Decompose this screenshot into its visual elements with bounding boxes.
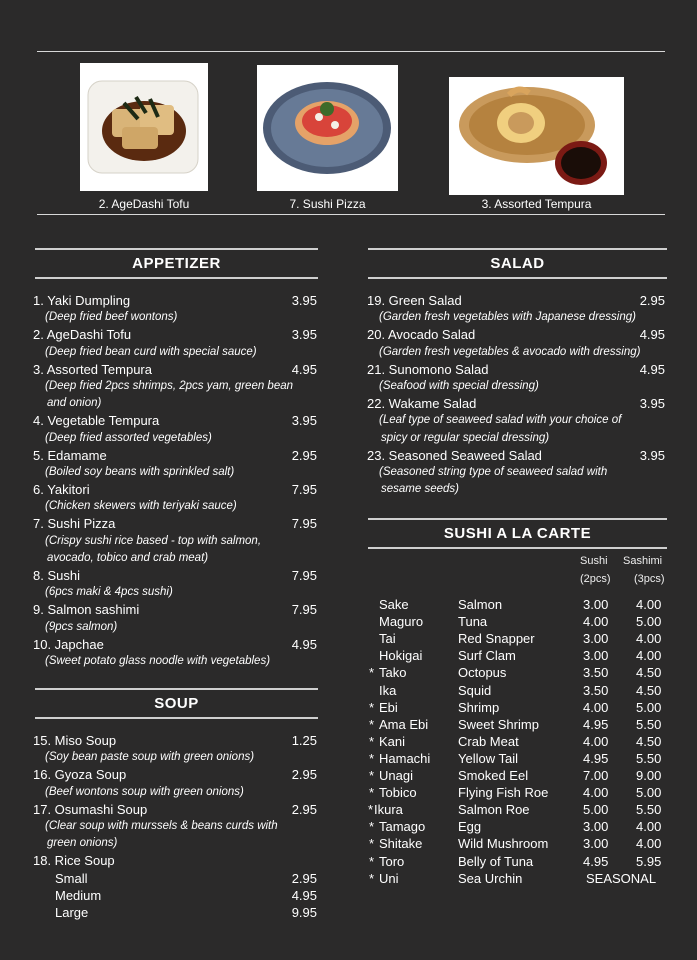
japanese-name: Ikura bbox=[374, 802, 403, 818]
english-name: Belly of Tuna bbox=[458, 853, 534, 869]
sashimi-price: 4.00 bbox=[636, 648, 662, 664]
description-text: (6pcs maki & 4pcs sushi) bbox=[45, 586, 173, 599]
sushi-row bbox=[368, 630, 668, 647]
english-name: Octopus bbox=[458, 665, 507, 681]
item-description bbox=[367, 464, 665, 481]
description-text: (Deep fried beef wontons) bbox=[45, 311, 178, 324]
description-text: (Deep fried assorted vegetables) bbox=[45, 431, 212, 444]
item-price: 3.95 bbox=[639, 396, 665, 412]
menu-item bbox=[33, 447, 317, 464]
sushi-price: 4.00 bbox=[583, 614, 609, 630]
description-text: (Crispy sushi rice based - top with salmon, bbox=[45, 534, 262, 547]
menu-item bbox=[33, 412, 317, 429]
description-text: (Clear soup with murssels & beans curds with bbox=[45, 819, 278, 832]
menu-item bbox=[367, 395, 665, 412]
item-price: 2.95 bbox=[291, 870, 317, 886]
sushi-column-header: Sushi bbox=[580, 555, 608, 567]
description-text: (Chicken skewers with teriyaki sauce) bbox=[45, 500, 237, 513]
japanese-name: Tai bbox=[379, 631, 396, 647]
item-name: 15. Miso Soup bbox=[33, 733, 117, 748]
item-name: 3. Assorted Tempura bbox=[33, 361, 152, 377]
japanese-name: Tamago bbox=[379, 819, 426, 835]
salad-list bbox=[367, 292, 665, 498]
sushi-header bbox=[368, 518, 667, 550]
item-description bbox=[367, 344, 665, 361]
description-text: (Leaf type of seaweed salad with your choice of bbox=[379, 414, 622, 427]
salad-header bbox=[368, 248, 667, 280]
sushi-price: 3.50 bbox=[583, 665, 609, 681]
description-text: (Deep fried bean curd with special sauce) bbox=[45, 345, 257, 358]
recommended-mark: * bbox=[369, 733, 375, 749]
english-name: Tuna bbox=[458, 614, 488, 630]
menu-item bbox=[33, 567, 317, 584]
photo-caption: 2. AgeDashi Tofu bbox=[98, 197, 190, 211]
item-price: 4.95 bbox=[291, 361, 317, 377]
sashimi-price: 5.50 bbox=[636, 716, 662, 732]
japanese-name: Ika bbox=[379, 682, 397, 698]
menu-item bbox=[33, 887, 317, 904]
sushi-row bbox=[368, 853, 668, 870]
sushi-row bbox=[368, 767, 668, 784]
menu-item bbox=[367, 326, 665, 343]
english-name: Squid bbox=[458, 682, 492, 698]
item-name: 16. Gyoza Soup bbox=[33, 767, 127, 783]
sushi-row bbox=[368, 613, 668, 630]
menu-item bbox=[33, 515, 317, 532]
appetizer-header bbox=[35, 248, 318, 280]
sushi-price: 4.00 bbox=[583, 785, 609, 801]
sashimi-price: 4.50 bbox=[636, 733, 662, 749]
item-description bbox=[33, 498, 317, 515]
sushi-row bbox=[368, 596, 668, 613]
item-description bbox=[33, 309, 317, 326]
sashimi-price: 4.00 bbox=[636, 819, 662, 835]
item-description bbox=[33, 784, 317, 801]
description-text: (Seafood with special dressing) bbox=[379, 379, 539, 392]
item-price: 7.95 bbox=[291, 602, 317, 618]
sushi-row bbox=[368, 835, 668, 852]
menu-item bbox=[33, 361, 317, 378]
japanese-name: Uni bbox=[379, 870, 399, 886]
japanese-name: Sake bbox=[379, 597, 409, 612]
english-name: Surf Clam bbox=[458, 648, 516, 664]
english-name: Salmon Roe bbox=[458, 802, 530, 818]
sushi-price: 3.00 bbox=[583, 597, 609, 612]
english-name: Smoked Eel bbox=[458, 768, 529, 783]
photo-divider bbox=[37, 214, 665, 215]
assorted-tempura-photo bbox=[449, 77, 624, 195]
japanese-name: Kani bbox=[379, 733, 406, 749]
sushi-pizza-photo bbox=[257, 65, 398, 191]
item-price: 2.95 bbox=[291, 801, 317, 817]
sashimi-price: 4.00 bbox=[636, 836, 662, 852]
sushi-row bbox=[368, 750, 668, 767]
description-text: (Soy bean paste soup with green onions) bbox=[45, 751, 255, 764]
recommended-mark: * bbox=[369, 699, 375, 715]
item-description bbox=[33, 430, 317, 447]
item-name: 2. AgeDashi Tofu bbox=[33, 327, 132, 343]
sushi-price: 3.00 bbox=[583, 819, 609, 835]
description-text: (Garden fresh vegetables & avocado with dressing) bbox=[379, 345, 641, 358]
sashimi-price: 5.00 bbox=[636, 785, 662, 801]
sushi-row bbox=[368, 682, 668, 699]
sashimi-column-subheader: (3pcs) bbox=[634, 573, 665, 585]
japanese-name: Toro bbox=[379, 853, 405, 869]
description-text: and onion) bbox=[47, 397, 102, 410]
item-name: 9. Salmon sashimi bbox=[33, 602, 140, 618]
description-text: (Sweet potato glass noodle with vegetables) bbox=[45, 654, 271, 667]
section-title: SALAD bbox=[490, 255, 545, 272]
menu-item bbox=[33, 326, 317, 343]
menu-item bbox=[33, 481, 317, 498]
sashimi-price: 5.00 bbox=[636, 699, 662, 715]
sushi-price: 3.00 bbox=[583, 631, 609, 647]
sushi-row bbox=[368, 784, 668, 801]
recommended-mark: * bbox=[369, 750, 375, 766]
description-text: (9pcs salmon) bbox=[45, 620, 118, 633]
menu-item bbox=[33, 766, 317, 783]
english-name: Wild Mushroom bbox=[458, 836, 549, 852]
japanese-name: Tako bbox=[379, 665, 407, 681]
sashimi-price: 5.50 bbox=[636, 750, 662, 766]
item-description bbox=[33, 533, 317, 550]
description-text: (Seasoned string type of seaweed salad with bbox=[379, 465, 608, 478]
item-description bbox=[33, 835, 317, 852]
recommended-mark: * bbox=[368, 802, 374, 818]
item-price: 9.95 bbox=[291, 904, 317, 920]
sushi-price: 3.00 bbox=[583, 836, 609, 852]
item-price: 7.95 bbox=[291, 516, 317, 532]
english-name: Egg bbox=[458, 819, 482, 835]
item-name: Medium bbox=[55, 887, 102, 903]
sushi-price: 7.00 bbox=[583, 768, 609, 783]
item-name: 7. Sushi Pizza bbox=[33, 516, 116, 532]
item-name: Large bbox=[55, 904, 89, 920]
item-name: 23. Seasoned Seaweed Salad bbox=[367, 447, 542, 463]
item-name: 19. Green Salad bbox=[367, 293, 462, 308]
item-description bbox=[367, 378, 665, 395]
description-text: (Boiled soy beans with sprinkled salt) bbox=[45, 465, 235, 478]
item-name: 18. Rice Soup bbox=[33, 853, 115, 869]
sushi-row bbox=[368, 801, 668, 818]
description-text: sesame seeds) bbox=[381, 483, 459, 496]
photo-caption: 3. Assorted Tempura bbox=[481, 197, 592, 211]
item-price: 3.95 bbox=[291, 293, 317, 308]
sushi-price: 3.50 bbox=[583, 682, 609, 698]
item-description bbox=[33, 749, 317, 766]
item-description bbox=[33, 584, 317, 601]
item-name: 17. Osumashi Soup bbox=[33, 801, 148, 817]
description-text: avocado, tobico and crab meat) bbox=[47, 551, 209, 564]
description-text: (Beef wontons soup with green onions) bbox=[45, 785, 244, 798]
item-price: 4.95 bbox=[639, 327, 665, 343]
item-description bbox=[367, 430, 665, 447]
sushi-row bbox=[368, 870, 668, 887]
sushi-row bbox=[368, 647, 668, 664]
description-text: (Deep fried 2pcs shrimps, 2pcs yam, green bean bbox=[45, 379, 294, 392]
menu-item bbox=[33, 852, 317, 869]
sashimi-price: 5.00 bbox=[636, 614, 662, 630]
recommended-mark: * bbox=[369, 768, 375, 783]
japanese-name: Ama Ebi bbox=[379, 716, 429, 732]
menu-item bbox=[367, 447, 665, 464]
item-price: 2.95 bbox=[291, 447, 317, 463]
item-name: 4. Vegetable Tempura bbox=[33, 413, 160, 429]
item-name: 5. Edamame bbox=[33, 447, 107, 463]
section-title: APPETIZER bbox=[132, 255, 221, 272]
english-name: Flying Fish Roe bbox=[458, 785, 549, 801]
item-price: 3.95 bbox=[291, 413, 317, 429]
recommended-mark: * bbox=[369, 853, 375, 869]
english-name: Sweet Shrimp bbox=[458, 716, 539, 732]
item-name: 22. Wakame Salad bbox=[367, 396, 477, 412]
menu-item bbox=[367, 361, 665, 378]
japanese-name: Hokigai bbox=[379, 648, 423, 664]
english-name: Salmon bbox=[458, 597, 503, 612]
description-text: (Garden fresh vegetables with Japanese dressing) bbox=[379, 311, 636, 324]
item-price: 4.95 bbox=[291, 636, 317, 652]
menu-item bbox=[33, 904, 317, 921]
description-text: spicy or regular special dressing) bbox=[381, 431, 550, 444]
sushi-price: 4.95 bbox=[583, 750, 609, 766]
item-name: Small bbox=[55, 870, 88, 886]
item-name: 8. Sushi bbox=[33, 568, 80, 583]
recommended-mark: * bbox=[369, 665, 375, 681]
item-price: 4.95 bbox=[639, 361, 665, 377]
sashimi-price: 9.00 bbox=[636, 768, 662, 783]
sashimi-price: 5.50 bbox=[636, 802, 662, 818]
sushi-price: 4.00 bbox=[583, 699, 609, 715]
sushi-row bbox=[368, 699, 668, 716]
item-description bbox=[33, 550, 317, 567]
item-price: 4.95 bbox=[291, 887, 317, 903]
sushi-row bbox=[368, 818, 668, 835]
sushi-price: 4.95 bbox=[583, 853, 609, 869]
item-description bbox=[367, 481, 665, 498]
japanese-name: Shitake bbox=[379, 836, 423, 852]
japanese-name: Unagi bbox=[379, 768, 413, 783]
item-price: 2.95 bbox=[639, 293, 665, 308]
appetizer-list bbox=[33, 292, 317, 670]
section-title: SOUP bbox=[154, 695, 199, 712]
english-name: Yellow Tail bbox=[458, 750, 518, 766]
item-price: 3.95 bbox=[639, 447, 665, 463]
item-description bbox=[33, 344, 317, 361]
item-description bbox=[33, 464, 317, 481]
sushi-price: 4.00 bbox=[583, 733, 609, 749]
english-name: Crab Meat bbox=[458, 733, 519, 749]
japanese-name: Tobico bbox=[379, 785, 417, 801]
sushi-price: 3.00 bbox=[583, 648, 609, 664]
sushi-row bbox=[368, 733, 668, 750]
item-name: 10. Japchae bbox=[33, 636, 104, 652]
description-text: green onions) bbox=[47, 837, 118, 850]
item-name: 20. Avocado Salad bbox=[367, 327, 476, 343]
menu-item bbox=[33, 732, 317, 749]
soup-header bbox=[35, 688, 318, 720]
english-name: Sea Urchin bbox=[458, 870, 523, 886]
recommended-mark: * bbox=[369, 836, 375, 852]
item-price: 2.95 bbox=[291, 767, 317, 783]
japanese-name: Ebi bbox=[379, 699, 398, 715]
sashimi-price: 4.00 bbox=[636, 631, 662, 647]
sushi-row bbox=[368, 716, 668, 733]
photo-caption: 7. Sushi Pizza bbox=[289, 197, 366, 211]
soup-list bbox=[33, 732, 317, 921]
item-description bbox=[33, 619, 317, 636]
top-divider bbox=[37, 51, 665, 52]
sashimi-price: 5.95 bbox=[636, 853, 662, 869]
item-price: 3.95 bbox=[291, 327, 317, 343]
sashimi-price: 4.50 bbox=[636, 665, 662, 681]
menu-item bbox=[33, 292, 317, 309]
recommended-mark: * bbox=[369, 785, 375, 801]
item-description bbox=[33, 653, 317, 670]
item-price: 7.95 bbox=[291, 482, 317, 498]
item-price: 1.25 bbox=[291, 733, 317, 748]
sashimi-column-header: Sashimi bbox=[623, 555, 663, 567]
japanese-name: Maguro bbox=[379, 614, 424, 630]
menu-item bbox=[33, 801, 317, 818]
recommended-mark: * bbox=[369, 716, 375, 732]
section-title: SUSHI A LA CARTE bbox=[443, 525, 592, 542]
item-description bbox=[367, 309, 665, 326]
menu-item bbox=[33, 601, 317, 618]
recommended-mark: * bbox=[369, 819, 375, 835]
item-description bbox=[33, 818, 317, 835]
item-description bbox=[33, 395, 317, 412]
seasonal-price: SEASONAL bbox=[586, 870, 657, 886]
english-name: Red Snapper bbox=[458, 631, 535, 647]
sushi-column-subheader: (2pcs) bbox=[580, 573, 611, 585]
item-description bbox=[33, 378, 317, 395]
item-description bbox=[367, 412, 665, 429]
menu-item bbox=[33, 870, 317, 887]
sashimi-price: 4.50 bbox=[636, 682, 662, 698]
item-name: 6. Yakitori bbox=[33, 482, 90, 498]
sushi-price: 4.95 bbox=[583, 716, 609, 732]
item-price: 7.95 bbox=[291, 568, 317, 583]
recommended-mark: * bbox=[369, 870, 375, 886]
sushi-table bbox=[368, 596, 668, 896]
agedashi-tofu-photo bbox=[80, 63, 208, 191]
sushi-price: 5.00 bbox=[583, 802, 609, 818]
item-name: 1. Yaki Dumpling bbox=[33, 293, 131, 308]
sushi-row bbox=[368, 664, 668, 681]
sashimi-price: 4.00 bbox=[636, 597, 662, 612]
menu-item bbox=[33, 636, 317, 653]
english-name: Shrimp bbox=[458, 699, 500, 715]
item-name: 21. Sunomono Salad bbox=[367, 361, 489, 377]
japanese-name: Hamachi bbox=[379, 750, 431, 766]
menu-item bbox=[367, 292, 665, 309]
